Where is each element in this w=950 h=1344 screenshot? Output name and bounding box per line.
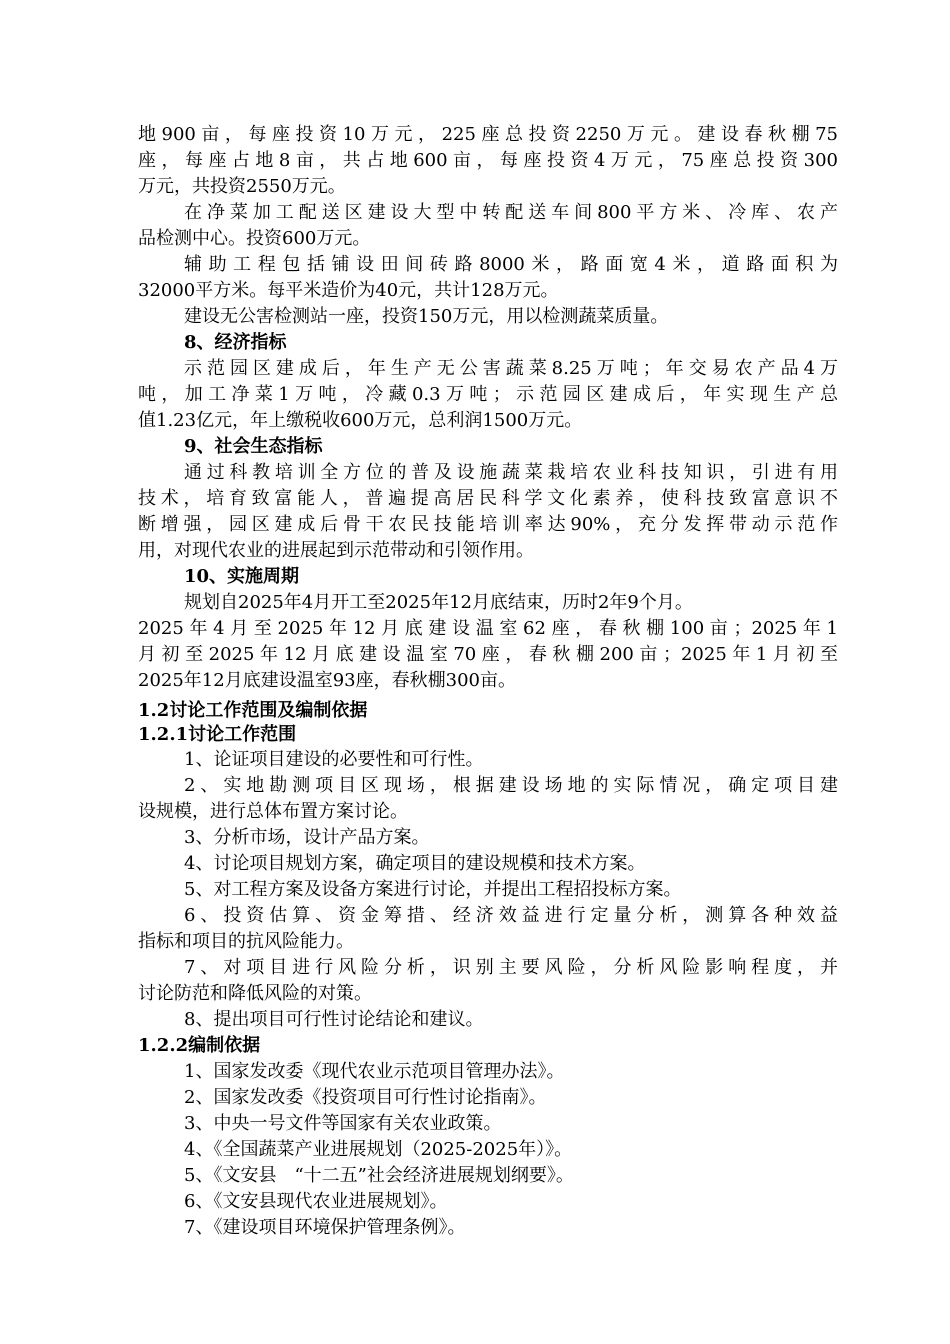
paragraph-line: 吨，加工净菜1万吨，冷藏0.3万吨；示范园区建成后，年实现生产总	[138, 384, 838, 405]
paragraph-line: 32000平方米。每平米造价为40元，共计128万元。	[138, 280, 559, 301]
paragraph-line: 在净菜加工配送区建设大型中转配送车间800平方米、冷库、农产	[184, 202, 838, 223]
list-item: 8、提出项目可行性讨论结论和建议。	[184, 1009, 484, 1030]
paragraph-line: 月初至2025年12月底建设温室70座，春秋棚200亩；2025年1月初至	[138, 644, 838, 665]
list-item: 6、投资估算、资金筹措、经济效益进行定量分析，测算各种效益	[184, 905, 838, 926]
list-item: 1、论证项目建设的必要性和可行性。	[184, 749, 484, 770]
paragraph-line: 规划自2025年4月开工至2025年12月底结束，历时2年9个月。	[184, 592, 693, 613]
paragraph-line: 示范园区建成后，年生产无公害蔬菜8.25万吨；年交易农产品4万	[184, 358, 838, 379]
list-item: 7、《建设项目环境保护管理条例》。	[184, 1217, 466, 1238]
list-item: 3、中央一号文件等国家有关农业政策。	[184, 1113, 502, 1134]
subsection-heading: 1.2.2编制依据	[138, 1035, 261, 1056]
section-heading: 8、经济指标	[184, 332, 287, 353]
list-item-continuation: 指标和项目的抗风险能力。	[138, 931, 354, 952]
list-item: 1、国家发改委《现代农业示范项目管理办法》。	[184, 1061, 565, 1082]
chapter-heading: 1.2讨论工作范围及编制依据	[138, 700, 368, 721]
list-item-continuation: 讨论防范和降低风险的对策。	[138, 983, 372, 1004]
paragraph-line: 技术，培育致富能人，普遍提高居民科学文化素养，使科技致富意识不	[138, 488, 838, 509]
list-item: 4、讨论项目规划方案，确定项目的建设规模和技术方案。	[184, 853, 646, 874]
list-item: 2、国家发改委《投资项目可行性讨论指南》。	[184, 1087, 547, 1108]
list-item: 5、《文安县 “十二五”社会经济进展规划纲要》。	[184, 1165, 574, 1186]
list-item: 3、分析市场，设计产品方案。	[184, 827, 430, 848]
section-heading: 10、实施周期	[184, 566, 300, 587]
paragraph-line: 地900亩，每座投资10万元，225座总投资2250万元。建设春秋棚75	[138, 124, 838, 145]
paragraph-line: 辅助工程包括铺设田间砖路8000米，路面宽4米，道路面积为	[184, 254, 838, 275]
section-heading: 9、社会生态指标	[184, 436, 323, 457]
paragraph-line: 建设无公害检测站一座，投资150万元，用以检测蔬菜质量。	[184, 306, 669, 327]
paragraph-line: 用，对现代农业的进展起到示范带动和引领作用。	[138, 540, 534, 561]
paragraph-line: 万元，共投资2550万元。	[138, 176, 346, 197]
paragraph-line: 座，每座占地8亩，共占地600亩，每座投资4万元，75座总投资300	[138, 150, 838, 171]
list-item-continuation: 设规模，进行总体布置方案讨论。	[138, 801, 408, 822]
list-item: 4、《全国蔬菜产业进展规划（2025-2025年）》。	[184, 1139, 573, 1160]
list-item: 6、《文安县现代农业进展规划》。	[184, 1191, 448, 1212]
paragraph-line: 2025年4月至2025年12月底建设温室62座，春秋棚100亩；2025年1	[138, 618, 838, 639]
paragraph-line: 值1.23亿元，年上缴税收600万元，总利润1500万元。	[138, 410, 583, 431]
list-item: 5、对工程方案及设备方案进行讨论，并提出工程招投标方案。	[184, 879, 682, 900]
paragraph-line: 通过科教培训全方位的普及设施蔬菜栽培农业科技知识，引进有用	[184, 462, 838, 483]
paragraph-line: 2025年12月底建设温室93座，春秋棚300亩。	[138, 670, 516, 691]
list-item: 7、对项目进行风险分析，识别主要风险，分析风险影响程度，并	[184, 957, 838, 978]
list-item: 2、实地勘测项目区现场，根据建设场地的实际情况，确定项目建	[184, 775, 838, 796]
paragraph-line: 断增强，园区建成后骨干农民技能培训率达90%，充分发挥带动示范作	[138, 514, 838, 535]
subsection-heading: 1.2.1讨论工作范围	[138, 724, 297, 745]
paragraph-line: 品检测中心。投资600万元。	[138, 228, 371, 249]
